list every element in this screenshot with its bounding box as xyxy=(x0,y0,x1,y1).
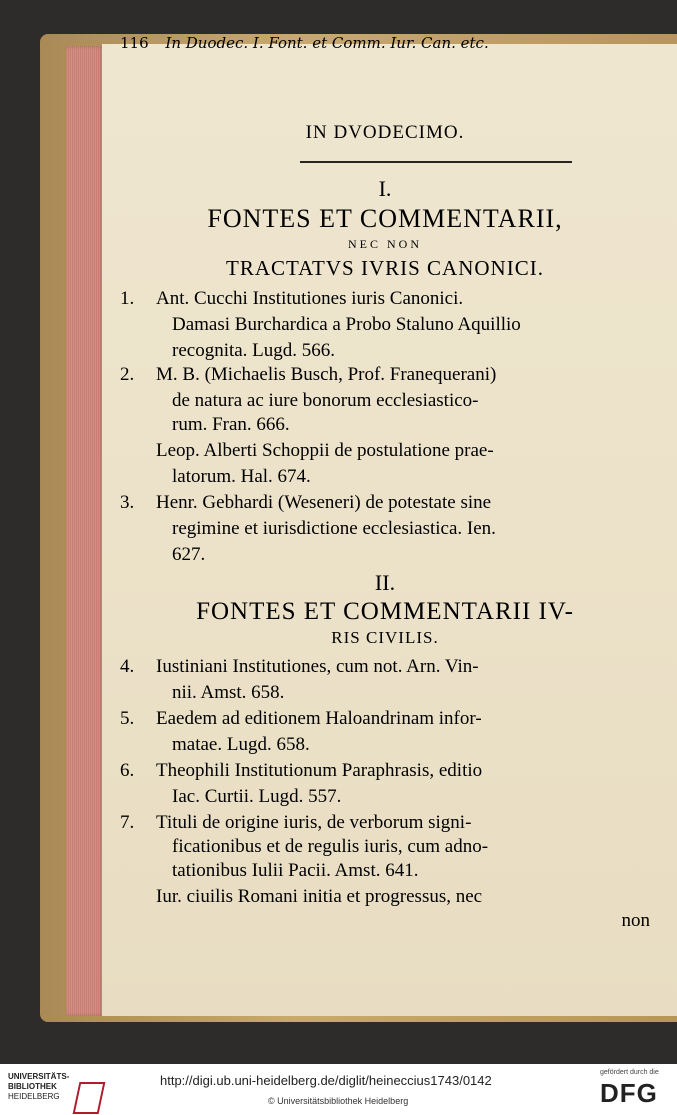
section2-title2: RIS CIVILIS. xyxy=(331,628,439,647)
permalink[interactable]: http://digi.ub.uni-heidelberg.de/diglit/heineccius1743/0142 xyxy=(160,1073,492,1088)
viewer-footer xyxy=(0,1064,677,1115)
main-title: IN DVODECIMO. xyxy=(305,122,465,143)
section1-title2: TRACTATVS IVRIS CANONICI. xyxy=(226,256,544,280)
library-logo-icon xyxy=(73,1082,106,1114)
section1-subtitle: NEC NON xyxy=(348,237,422,251)
copyright: © Universitätsbibliothek Heidelberg xyxy=(268,1096,409,1106)
section2-title: FONTES ET COMMENTARII IV- xyxy=(196,598,574,625)
running-header xyxy=(120,34,489,52)
funder-note: gefördert durch die xyxy=(600,1069,659,1076)
page-number: 116 xyxy=(120,34,149,52)
page-edges xyxy=(66,46,104,1016)
library-logo[interactable]: UNIVERSITÄTS- BIBLIOTHEK HEIDELBERG xyxy=(8,1072,103,1108)
title-rule xyxy=(300,161,572,163)
running-title: In Duodec. I. Font. et Comm. Iur. Can. etc. xyxy=(165,34,489,52)
section2-numeral: II. xyxy=(374,570,396,595)
entry-7b-line2: non xyxy=(621,910,650,931)
dfg-logo[interactable]: DFG xyxy=(600,1078,658,1108)
section1-numeral: I. xyxy=(378,176,392,201)
section1-title: FONTES ET COMMENTARII, xyxy=(207,204,563,233)
